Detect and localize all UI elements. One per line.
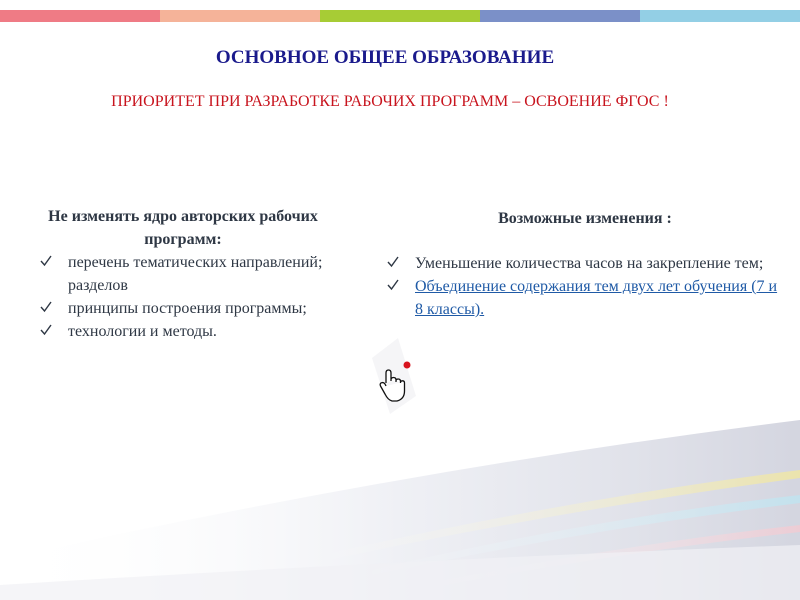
checkmark-icon [40, 301, 52, 313]
right-column [385, 207, 785, 321]
page-subtitle: ПРИОРИТЕТ ПРИ РАЗРАБОТКЕ РАБОЧИХ ПРОГРАММ – ОСВОЕНИЕ ФГОС ! [111, 93, 669, 110]
list-item [38, 251, 328, 297]
checkmark-icon [40, 255, 52, 267]
page-title: ОСНОВНОЕ ОБЩЕЕ ОБРАЗОВАНИЕ [215, 47, 555, 68]
checkmark-icon [40, 324, 52, 336]
list-item-link[interactable]: Объединение содержания тем двух лет обучения (7 и 8 классы). [415, 278, 778, 318]
top-bar-segment [480, 10, 640, 22]
top-bar-segment [0, 10, 160, 22]
list-item-text: Уменьшение количества часов на закрепление тем; [415, 255, 764, 272]
list-item-text: перечень тематических направлений; разделов [68, 254, 323, 294]
left-heading: Не изменять ядро авторских рабочих программ: [48, 208, 318, 248]
right-list [385, 252, 785, 321]
checkmark-icon [387, 256, 399, 268]
list-item [385, 275, 785, 321]
left-column [38, 205, 328, 343]
top-bar-segment [160, 10, 320, 22]
list-item [385, 252, 785, 275]
top-color-bar [0, 10, 800, 22]
list-item [38, 297, 328, 320]
checkmark-icon [387, 279, 399, 291]
top-bar-segment [320, 10, 480, 22]
left-list [38, 251, 328, 343]
list-item [38, 320, 328, 343]
pointing-hand-icon[interactable] [368, 336, 418, 416]
list-item-text: принципы построения программы; [68, 300, 307, 317]
right-heading: Возможные изменения : [498, 210, 672, 227]
list-item-text: технологии и методы. [68, 323, 217, 340]
top-bar-segment [640, 10, 800, 22]
